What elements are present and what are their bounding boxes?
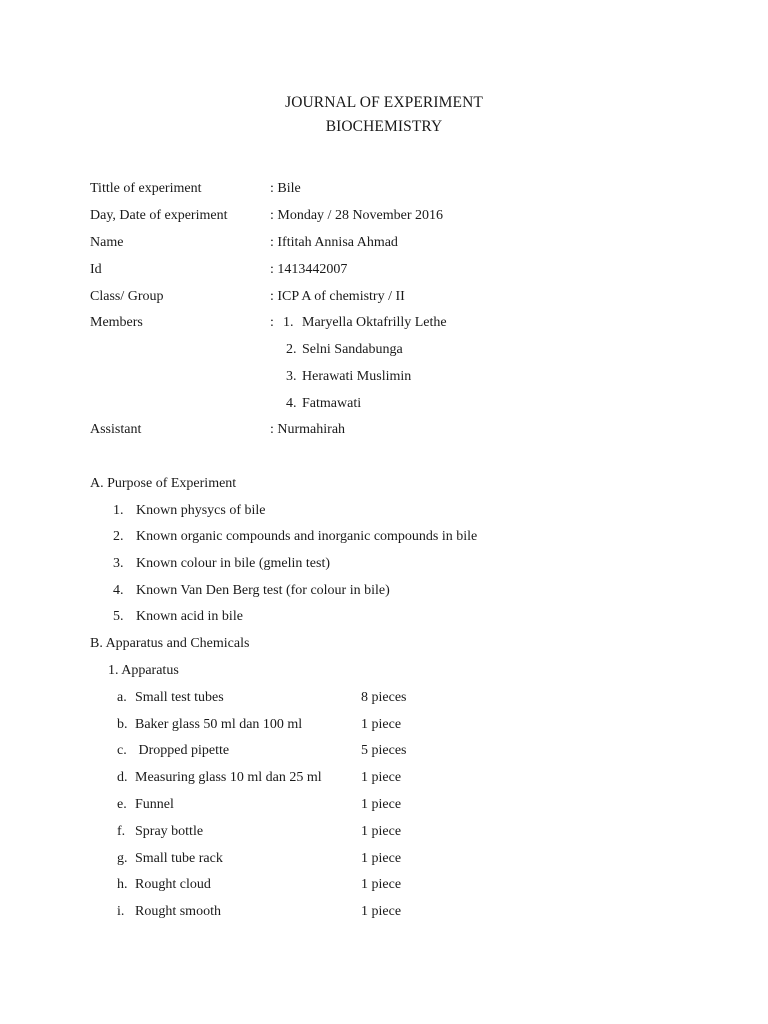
- apparatus-name: Small test tubes: [135, 690, 224, 705]
- apparatus-name: Baker glass 50 ml dan 100 ml: [135, 717, 303, 732]
- apparatus-quantity: 1 piece: [361, 770, 402, 785]
- purpose-text: Known acid in bile: [136, 609, 243, 624]
- apparatus-letter: g.: [117, 851, 128, 866]
- id-label: Id: [90, 262, 102, 277]
- apparatus-name: Measuring glass 10 ml dan 25 ml: [135, 770, 322, 785]
- title-label: Tittle of experiment: [90, 181, 202, 196]
- purpose-number: 4.: [113, 583, 124, 598]
- class-value: : ICP A of chemistry / II: [270, 289, 405, 304]
- purpose-number: 3.: [113, 556, 124, 571]
- apparatus-letter: e.: [117, 797, 127, 812]
- purpose-text: Known physycs of bile: [136, 503, 266, 518]
- apparatus-name: Spray bottle: [135, 824, 204, 839]
- purpose-number: 5.: [113, 609, 124, 624]
- apparatus-name: Rought cloud: [135, 877, 211, 892]
- apparatus-quantity: 1 piece: [361, 824, 402, 839]
- member-number: 4.: [286, 396, 297, 411]
- id-value: : 1413442007: [270, 262, 348, 277]
- date-label: Day, Date of experiment: [90, 208, 228, 223]
- apparatus-quantity: 1 piece: [361, 904, 402, 919]
- apparatus-subheading: 1. Apparatus: [108, 663, 179, 678]
- journal-title: JOURNAL OF EXPERIMENT: [285, 94, 483, 111]
- date-value: : Monday / 28 November 2016: [270, 208, 444, 223]
- members-colon: :: [270, 315, 274, 330]
- member-number: 3.: [286, 369, 297, 384]
- purpose-number: 2.: [113, 529, 124, 544]
- apparatus-quantity: 8 pieces: [361, 690, 407, 705]
- apparatus-quantity: 1 piece: [361, 851, 402, 866]
- apparatus-letter: i.: [117, 904, 125, 919]
- assistant-value: : Nurmahirah: [270, 422, 346, 437]
- member-number: 2.: [286, 342, 297, 357]
- apparatus-name: Funnel: [135, 797, 174, 812]
- purpose-text: Known Van Den Berg test (for colour in bile): [136, 583, 390, 598]
- section-b-heading: B. Apparatus and Chemicals: [90, 636, 250, 651]
- apparatus-letter: d.: [117, 770, 128, 785]
- title-value: : Bile: [270, 181, 301, 196]
- apparatus-letter: h.: [117, 877, 128, 892]
- purpose-number: 1.: [113, 503, 124, 518]
- apparatus-quantity: 5 pieces: [361, 743, 407, 758]
- apparatus-quantity: 1 piece: [361, 877, 402, 892]
- apparatus-name: Dropped pipette: [135, 743, 230, 758]
- class-label: Class/ Group: [90, 289, 164, 304]
- assistant-label: Assistant: [90, 422, 142, 437]
- member-name: Herawati Muslimin: [302, 369, 412, 384]
- apparatus-name: Small tube rack: [135, 851, 223, 866]
- purpose-text: Known colour in bile (gmelin test): [136, 556, 331, 571]
- apparatus-quantity: 1 piece: [361, 717, 402, 732]
- member-name: Maryella Oktafrilly Lethe: [302, 315, 447, 330]
- member-name: Fatmawati: [302, 396, 362, 411]
- apparatus-letter: b.: [117, 717, 128, 732]
- apparatus-letter: a.: [117, 690, 127, 705]
- members-label: Members: [90, 315, 143, 330]
- member-name: Selni Sandabunga: [302, 342, 403, 357]
- name-value: : Iftitah Annisa Ahmad: [270, 235, 398, 250]
- member-number: 1.: [283, 315, 294, 330]
- apparatus-name: Rought smooth: [135, 904, 221, 919]
- name-label: Name: [90, 235, 124, 250]
- apparatus-quantity: 1 piece: [361, 797, 402, 812]
- purpose-text: Known organic compounds and inorganic compounds in bile: [136, 529, 478, 544]
- section-a-heading: A. Purpose of Experiment: [90, 476, 237, 491]
- apparatus-letter: f.: [117, 824, 126, 839]
- journal-subtitle: BIOCHEMISTRY: [325, 118, 443, 135]
- apparatus-letter: c.: [117, 743, 127, 758]
